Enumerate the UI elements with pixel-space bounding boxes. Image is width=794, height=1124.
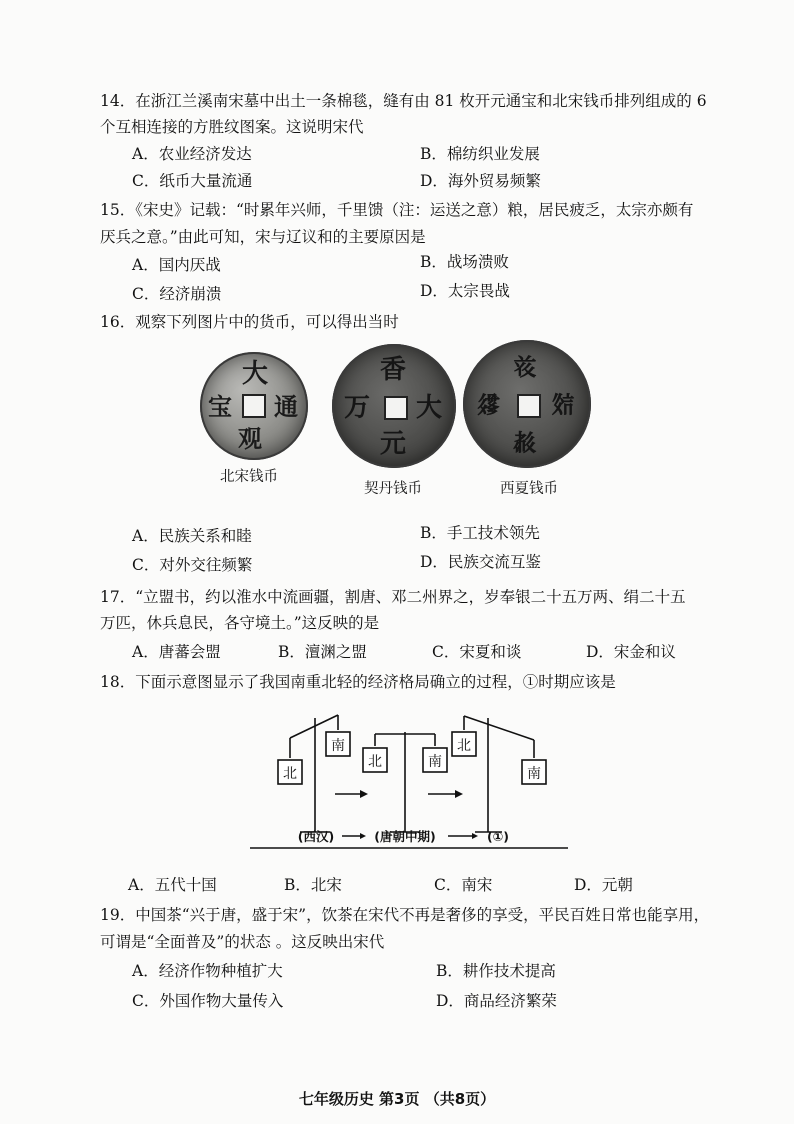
q14-option-a[interactable]: A．农业经济发达 bbox=[132, 145, 252, 163]
period-label-mid-tang: (唐朝中期) bbox=[374, 829, 436, 844]
q19-option-c[interactable]: C．外国作物大量传入 bbox=[132, 992, 284, 1010]
coin3-glyph-bottom: 𗳒 bbox=[513, 428, 537, 457]
q17-stem-line2: 万匹，休兵息民，各守境土。”这反映的是 bbox=[100, 614, 380, 632]
scale2-north-label: 北 bbox=[368, 754, 382, 770]
q16-option-c[interactable]: C．对外交往频繁 bbox=[132, 556, 253, 574]
q15-stem-line2: 厌兵之意。”由此可知，宋与辽议和的主要原因是 bbox=[100, 228, 426, 246]
q15-option-a[interactable]: A．国内厌战 bbox=[132, 256, 221, 274]
period-label-unknown: (①) bbox=[486, 829, 510, 844]
q14-option-d[interactable]: D．海外贸易频繁 bbox=[420, 172, 541, 190]
coin3-glyph-left: 𗧘 bbox=[477, 390, 501, 419]
q18-option-c[interactable]: C．南宋 bbox=[434, 876, 493, 894]
q14-stem-line1: 14．在浙江兰溪南宋墓中出土一条棉毯，缝有由 81 枚开元通宝和北宋钱币排列组成的 6 bbox=[100, 92, 707, 110]
q15-stem-line1: 15．《宋史》记载：“时累年兴师，千里馈（注：运送之意）粮，居民疲乏，太宗亦颇有 bbox=[100, 201, 694, 219]
q19-option-a[interactable]: A．经济作物种植扩大 bbox=[132, 962, 283, 980]
coin-khitan bbox=[332, 344, 456, 468]
q17-option-b[interactable]: B．澶渊之盟 bbox=[278, 643, 367, 661]
q15-option-d[interactable]: D．太宗畏战 bbox=[420, 282, 510, 300]
scale2-south-label: 南 bbox=[428, 754, 442, 770]
scale1-south-label: 南 bbox=[331, 738, 345, 754]
q14-stem-line2: 个互相连接的方胜纹图案。这说明宋代 bbox=[100, 118, 364, 136]
coin2-caption: 契丹钱币 bbox=[364, 481, 422, 497]
q19-option-d[interactable]: D．商品经济繁荣 bbox=[436, 992, 557, 1010]
q16-stem: 16．观察下列图片中的货币，可以得出当时 bbox=[100, 313, 399, 331]
q19-option-b[interactable]: B．耕作技术提高 bbox=[436, 962, 556, 980]
coin1-glyph-right: 通 bbox=[274, 392, 298, 421]
economic-balance-diagram bbox=[250, 708, 570, 856]
q16-option-d[interactable]: D．民族交流互鉴 bbox=[420, 553, 541, 571]
q17-option-a[interactable]: A．唐蕃会盟 bbox=[132, 643, 221, 661]
period-label-western-han: (西汉) bbox=[297, 829, 335, 844]
scale3-north-label: 北 bbox=[457, 738, 471, 754]
q18-option-a[interactable]: A．五代十国 bbox=[128, 876, 217, 894]
coin1-glyph-top: 大 bbox=[242, 359, 269, 389]
coin-northern-song bbox=[200, 352, 308, 460]
q14-option-c[interactable]: C．纸币大量流通 bbox=[132, 172, 253, 190]
scale3-south-label: 南 bbox=[527, 766, 541, 782]
q16-option-a[interactable]: A．民族关系和睦 bbox=[132, 527, 252, 545]
coin3-caption: 西夏钱币 bbox=[500, 481, 558, 497]
coin3-glyph-top: 𘝞 bbox=[513, 352, 537, 381]
coin-western-xia bbox=[463, 340, 591, 468]
q15-option-b[interactable]: B．战场溃败 bbox=[420, 253, 509, 271]
q18-stem: 18．下面示意图显示了我国南重北轻的经济格局确立的过程，①时期应该是 bbox=[100, 673, 616, 691]
q19-stem-line1: 19．中国茶“兴于唐，盛于宋”，饮茶在宋代不再是奢侈的享受，平民百姓日常也能享用， bbox=[100, 906, 710, 924]
scale1-north-label: 北 bbox=[283, 766, 297, 782]
q17-option-d[interactable]: D．宋金和议 bbox=[586, 643, 676, 661]
coin2-glyph-bottom: 元 bbox=[380, 429, 407, 459]
coin2-glyph-left: 万 bbox=[344, 393, 371, 423]
q16-option-b[interactable]: B．手工技术领先 bbox=[420, 524, 540, 542]
coin2-glyph-right: 大 bbox=[416, 393, 443, 423]
coin1-glyph-left: 宝 bbox=[208, 392, 232, 421]
coin3-glyph-right: 𗼻 bbox=[551, 390, 575, 419]
q17-stem-line1: 17．“立盟书，约以淮水中流画疆，割唐、邓二州界之，岁奉银二十五万两、绢二十五 bbox=[100, 588, 686, 606]
page-footer: 七年级历史 第3页 （共8页） bbox=[298, 1090, 496, 1108]
q17-option-c[interactable]: C．宋夏和谈 bbox=[432, 643, 522, 661]
q18-option-b[interactable]: B．北宋 bbox=[284, 876, 342, 894]
coin2-glyph-top: 香 bbox=[380, 355, 407, 385]
coin1-glyph-bottom: 观 bbox=[238, 424, 262, 453]
coin1-caption: 北宋钱币 bbox=[220, 469, 278, 485]
q19-stem-line2: 可谓是“全面普及”的状态 。这反映出宋代 bbox=[100, 933, 385, 951]
q15-option-c[interactable]: C．经济崩溃 bbox=[132, 285, 222, 303]
q14-option-b[interactable]: B．棉纺织业发展 bbox=[420, 145, 540, 163]
q18-option-d[interactable]: D．元朝 bbox=[574, 876, 633, 894]
